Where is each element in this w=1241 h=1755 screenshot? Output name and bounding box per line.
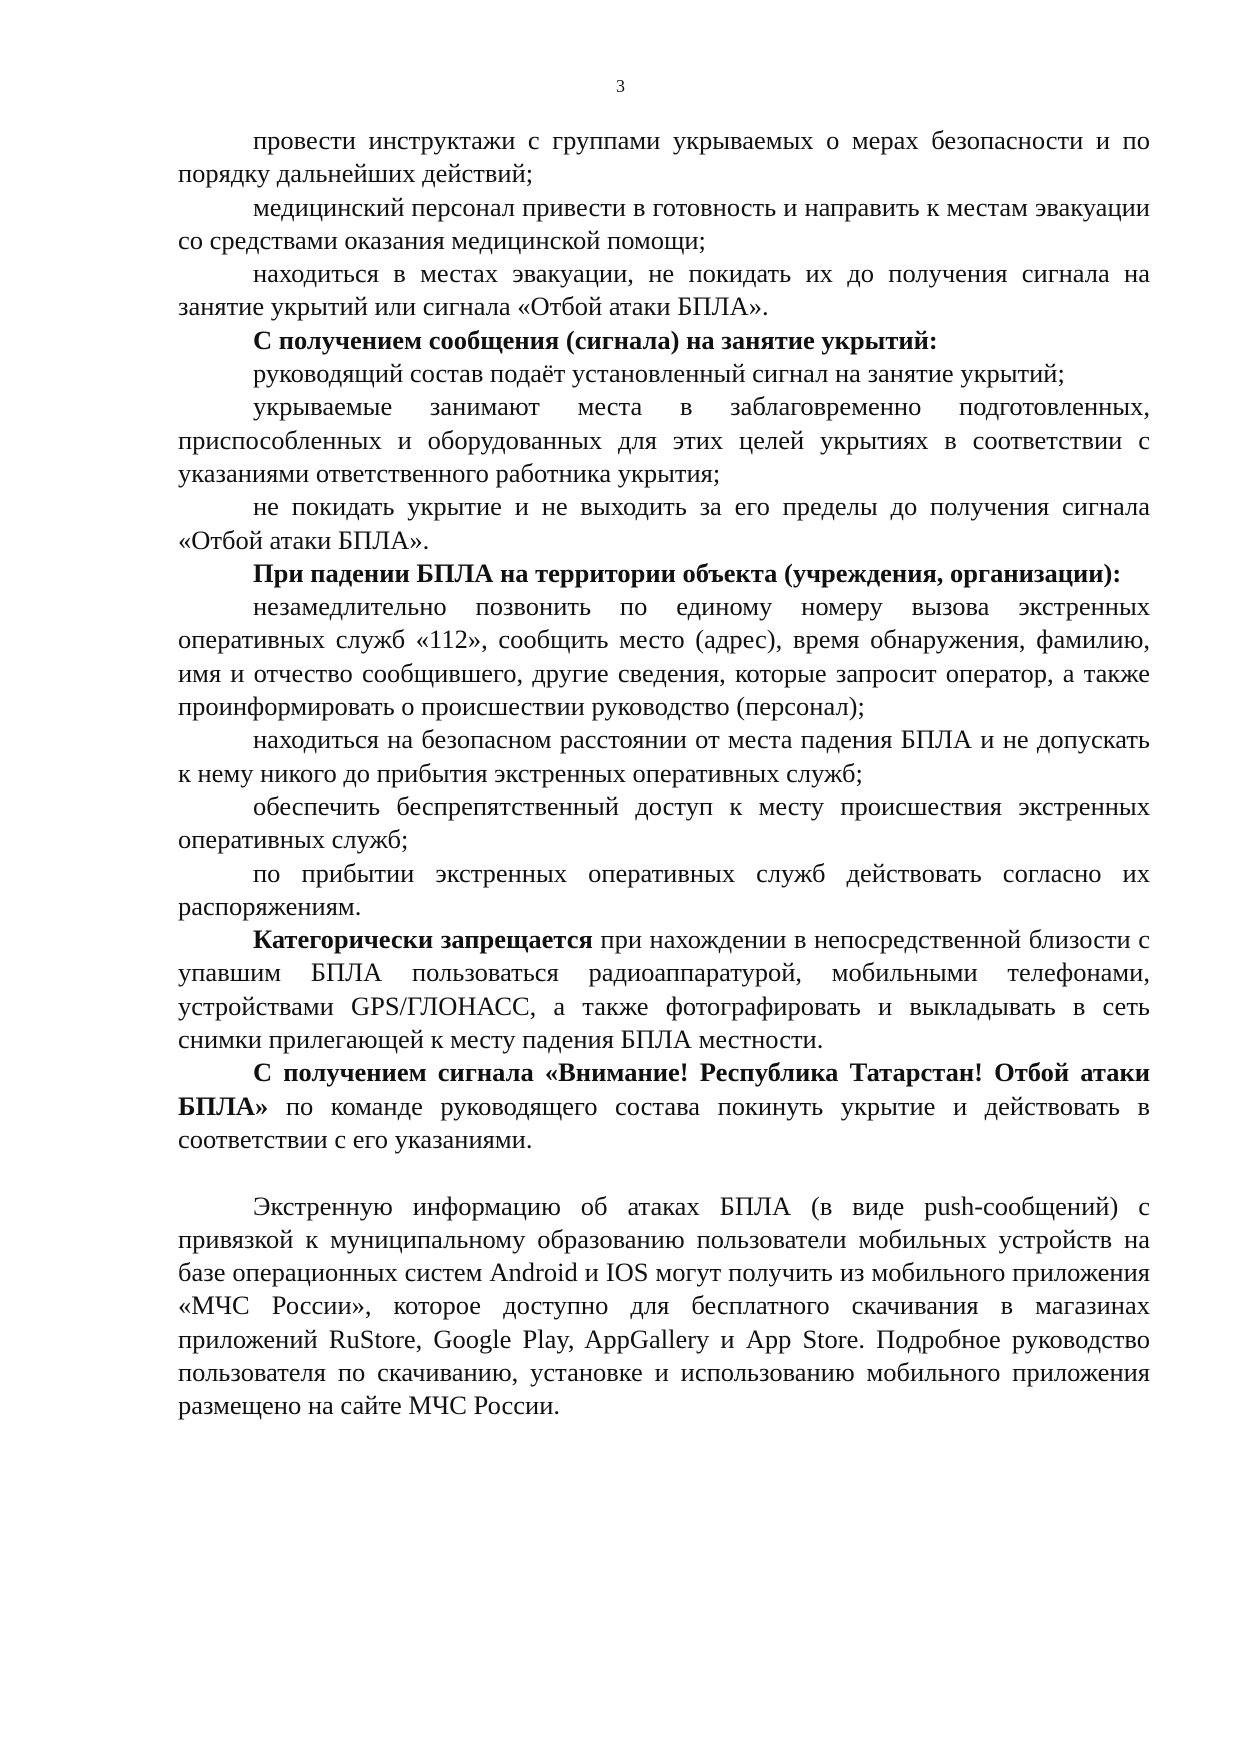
paragraph-call-112: незамедлительно позвонить по единому номеру вызова экстренных оперативных служб «112», сообщить место (адрес), время обнаружения, фамилию, имя и отчество сообщившего, другие сведения, которые запросит оператор, а также проинформировать о происшествии руководство (персонал); <box>178 591 1150 722</box>
paragraph-mobile-app-info: Экстренную информацию об атаках БПЛА (в виде push-сообщений) с привязкой к муниципальному образованию пользователи мобильных устройств на базе операционных систем Android и IOS могут получить из мобильного приложения «МЧС России», которое доступно для бесплатного скачивания в магазинах приложений RuStore, Google Play, AppGallery и App Store. Подробное руководство пользователя по скачиванию, установке и использованию мобильного приложения размещено на сайте МЧС России. <box>178 1190 1150 1421</box>
prohibited-text: при нахождении в непосредственной близости с упавшим БПЛА пользоваться радиоаппаратурой, мобильными телефонами, устройствами GPS/ГЛОНАСС, а также фотографировать и выкладывать в сеть снимки прилегающей к месту падения БПЛА местности. <box>178 924 1151 1055</box>
heading-shelter-signal: С получением сообщения (сигнала) на занятие укрытий: <box>253 324 938 355</box>
paragraph-safe-distance: находиться на безопасном расстоянии от места падения БПЛА и не допускать к нему никого до прибытия экстренных оперативных служб; <box>178 724 1150 788</box>
paragraph-strictly-prohibited <box>178 923 1150 1056</box>
paragraph-leadership-signal: руководящий состав подаёт установленный сигнал на занятие укрытий; <box>253 358 1065 389</box>
paragraph-shelter-occupants: укрываемые занимают места в заблаговременно подготовленных, приспособленных и оборудованных для этих целей укрытиях в соответствии с указаниями ответственного работника укрытия; <box>178 391 1150 488</box>
paragraph-gap <box>178 1156 1150 1189</box>
paragraph-do-not-leave-shelter: не покидать укрытие и не выходить за его пределы до получения сигнала «Отбой атаки БПЛА». <box>178 491 1150 555</box>
paragraph-stay-at-evacuation: находиться в местах эвакуации, не покидать их до получения сигнала на занятие укрытий или сигнала «Отбой атаки БПЛА». <box>178 258 1150 322</box>
paragraph-provide-access: обеспечить беспрепятственный доступ к месту происшествия экстренных оперативных служб; <box>178 790 1150 855</box>
all-clear-emphasis: С получением сигнала «Внимание! Республика Татарстан! Отбой атаки БПЛА» <box>178 1057 1150 1121</box>
document-body <box>178 124 1150 1423</box>
prohibited-emphasis: Категорически запрещается <box>253 924 593 955</box>
paragraph-medical-staff: медицинский персонал привести в готовность и направить к местам эвакуации со средствами оказания медицинской помощи; <box>178 191 1150 255</box>
all-clear-text: по команде руководящего состава покинуть укрытие и действовать в соответствии с его указаниями. <box>178 1090 1150 1154</box>
paragraph-all-clear-signal <box>178 1056 1150 1156</box>
page-number: 3 <box>616 76 625 96</box>
paragraph-follow-instructions: по прибытии экстренных оперативных служб действовать согласно их распоряжениям. <box>178 857 1150 921</box>
paragraph-briefing: провести инструктажи с группами укрываемых о мерах безопасности и по порядку дальнейших действий; <box>178 125 1150 189</box>
heading-uav-fall: При падении БПЛА на территории объекта (учреждения, организации): <box>253 557 1122 588</box>
